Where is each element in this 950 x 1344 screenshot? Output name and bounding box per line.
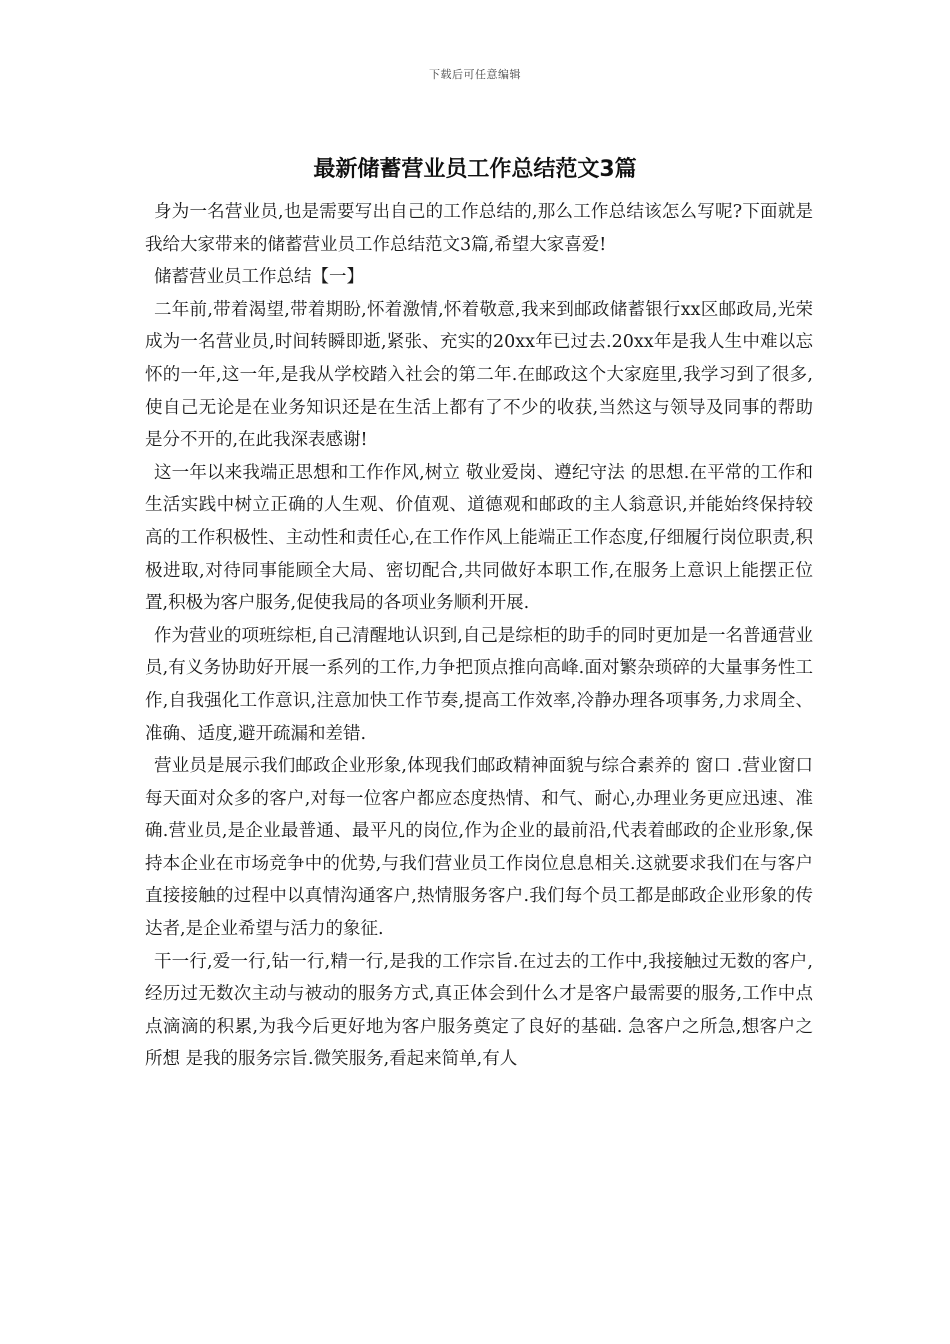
intro-paragraph: 身为一名营业员,也是需要写出自己的工作总结的,那么工作总结该怎么写呢?下面就是我给大家带来的储蓄营业员工作总结范文3篇,希望大家喜爱! xyxy=(145,202,813,255)
document-title: 最新储蓄营业员工作总结范文3篇 xyxy=(313,157,637,182)
header-note: 下载后可任意编辑 xyxy=(429,68,521,81)
body-paragraph: 二年前,带着渴望,带着期盼,怀着激情,怀着敬意,我来到邮政储蓄银行xx区邮政局,光荣成为一名营业员,时间转瞬即逝,紧张、充实的20xx年已过去.20xx年是我人生中难以忘怀的一年,这一年,是我从学校踏入社会的第二年.在邮政这个大家庭里,我学习到了很多,使自己无论是在业务知识还是在生活上都有了不少的收获,当然这与领导及同事的帮助是分不开的,在此我深表感谢! xyxy=(145,299,813,451)
document-body xyxy=(145,196,813,1076)
section-heading: 储蓄营业员工作总结【一】 xyxy=(154,267,364,288)
body-paragraph: 这一年以来我端正思想和工作作风,树立 敬业爱岗、遵纪守法 的思想.在平常的工作和生活实践中树立正确的人生观、价值观、道德观和邮政的主人翁意识,并能始终保持较高的工作积极性、主动性和责任心,在工作作风上能端正工作态度,仔细履行岗位职责,积极进取,对待同事能顾全大局、密切配合,共同做好本职工作,在服务上意识上能摆正位置,积极为客户服务,促使我局的各项业务顺利开展. xyxy=(145,462,813,614)
body-paragraph: 营业员是展示我们邮政企业形象,体现我们邮政精神面貌与综合素养的 窗口 .营业窗口每天面对众多的客户,对每一位客户都应态度热情、和气、耐心,办理业务更应迅速、准确.营业员,是企业最普通、最平凡的岗位,作为企业的最前沿,代表着邮政的企业形象,保持本企业在市场竞争中的优势,与我们营业员工作岗位息息相关.这就要求我们在与客户直接接触的过程中以真情沟通客户,热情服务客户.我们每个员工都是邮政企业形象的传达者,是企业希望与活力的象征. xyxy=(145,756,813,940)
body-paragraph: 作为营业的项班综柜,自己清醒地认识到,自己是综柜的助手的同时更加是一名普通营业员,有义务协助好开展一系列的工作,力争把顶点推向高峰.面对繁杂琐碎的大量事务性工作,自我强化工作意识,注意加快工作节奏,提高工作效率,冷静办理各项事务,力求周全、准确、适度,避开疏漏和差错. xyxy=(145,625,813,744)
body-paragraph: 干一行,爱一行,钻一行,精一行,是我的工作宗旨.在过去的工作中,我接触过无数的客户,经历过无数次主动与被动的服务方式,真正体会到什么才是客户最需要的服务,工作中点点滴滴的积累,为我今后更好地为客户服务奠定了良好的基础. 急客户之所急,想客户之所想 是我的服务宗旨.微笑服务,看起来简单,有人 xyxy=(145,951,813,1070)
